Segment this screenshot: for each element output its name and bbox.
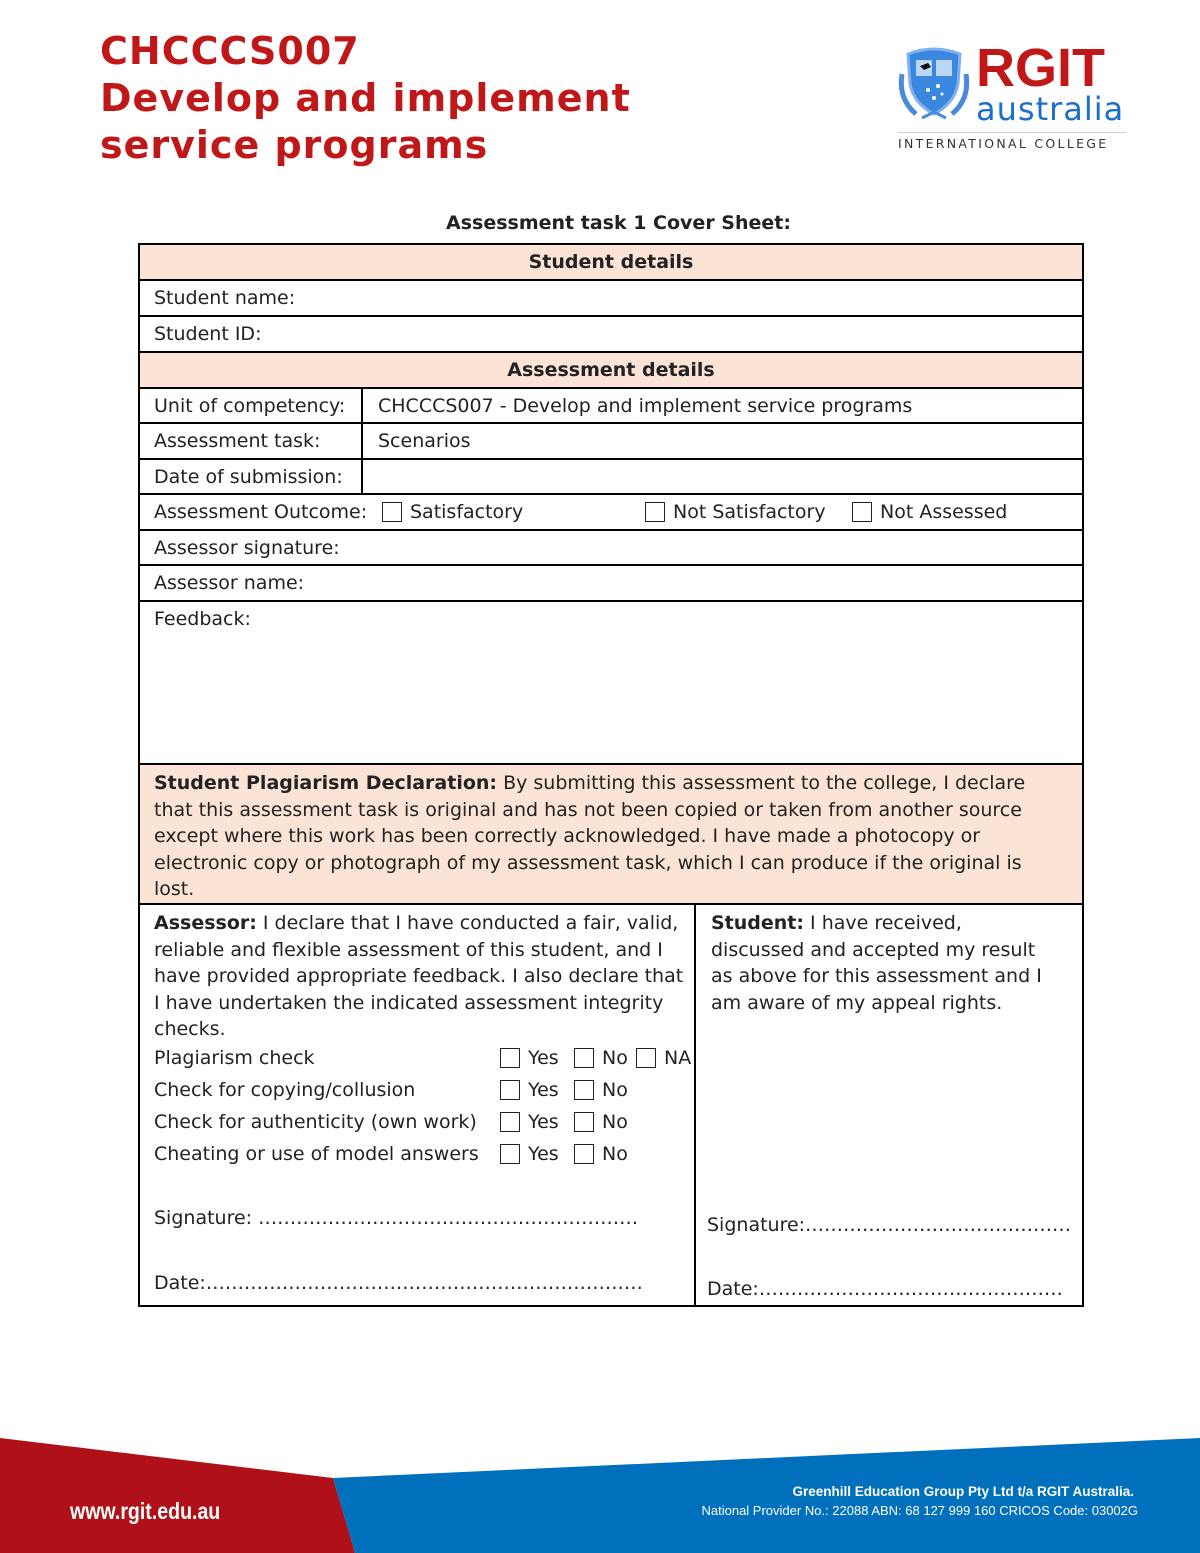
outcome-satisfactory[interactable] xyxy=(382,501,523,523)
student-id-label: Student ID: xyxy=(154,323,262,345)
student-declaration xyxy=(711,910,1061,1016)
assessor-text: I declare that I have conducted a fair, valid, reliable and flexible assessment of this student, and I have provided appropriate feedback. I also declare that I have undertaken the indicated assessment integrity checks. xyxy=(154,912,684,1040)
logo-sub: australia xyxy=(976,90,1125,128)
feedback-label: Feedback: xyxy=(154,608,251,630)
check-label: Cheating or use of model answers xyxy=(154,1143,479,1165)
assessor-signature-label: Assessor signature: xyxy=(154,536,340,559)
assessor-name-label: Assessor name: xyxy=(154,572,305,594)
student-heading: Student: xyxy=(711,912,804,934)
assessor-name-row[interactable] xyxy=(140,566,1082,602)
rgit-logo xyxy=(890,40,1125,155)
section-heading: Assessment details xyxy=(507,359,715,381)
column-divider xyxy=(694,905,696,1305)
checkbox[interactable] xyxy=(645,502,665,522)
unit-value-text: CHCCCS007 - Develop and implement service programs xyxy=(378,394,913,417)
option-label: Yes xyxy=(528,1079,559,1101)
plagiarism-declaration xyxy=(140,765,1082,905)
task-row xyxy=(140,424,1082,460)
date-row xyxy=(140,460,1082,495)
option-label: NA xyxy=(664,1047,692,1069)
student-signature-line[interactable]: Signature:…………………………………… xyxy=(707,1214,1072,1236)
unit-value xyxy=(361,389,1082,422)
assessment-details-header xyxy=(140,353,1082,389)
assessor-heading: Assessor: xyxy=(154,912,257,934)
checkbox[interactable] xyxy=(500,1048,520,1068)
student-details-header xyxy=(140,245,1082,281)
checkbox[interactable] xyxy=(500,1080,520,1100)
student-text: I have received, discussed and accepted my result as above for this assessment and I am aware of my appeal rights. xyxy=(711,912,1042,1014)
task-value xyxy=(361,424,1082,458)
na-option[interactable] xyxy=(636,1047,691,1069)
checkbox[interactable] xyxy=(852,502,872,522)
assessor-date-line[interactable]: Date:…………………………………………………………… xyxy=(154,1272,643,1294)
provider-details: National Provider No.: 22088 ABN: 68 127 999 160 CRICOS Code: 03002G xyxy=(701,1503,1138,1518)
option-label: No xyxy=(602,1079,628,1101)
checkbox[interactable] xyxy=(574,1048,594,1068)
assessor-signature-row[interactable] xyxy=(140,531,1082,566)
shield-icon xyxy=(894,44,974,124)
yes-option[interactable] xyxy=(500,1143,559,1165)
section-heading: Student details xyxy=(528,251,694,273)
task-label: Assessment task: xyxy=(154,430,321,452)
unit-label: Unit of competency: xyxy=(154,394,346,417)
student-name-label: Student name: xyxy=(154,287,296,309)
unit-title-line1: Develop and implement xyxy=(100,76,631,120)
student-name-row[interactable] xyxy=(140,281,1082,317)
option-label: Not Assessed xyxy=(880,501,1008,523)
logo-brand: RGIT xyxy=(976,38,1105,98)
student-date-line[interactable]: Date:………………………………………… xyxy=(707,1278,1063,1300)
feedback-row[interactable] xyxy=(140,602,1082,765)
no-option[interactable] xyxy=(574,1047,628,1069)
unit-code: CHCCCS007 xyxy=(100,29,360,73)
check-label: Plagiarism check xyxy=(154,1047,315,1069)
integrity-checks xyxy=(154,1047,694,1175)
checkbox[interactable] xyxy=(574,1112,594,1132)
outcome-not-satisfactory[interactable] xyxy=(645,501,826,523)
check-cheating xyxy=(154,1143,694,1175)
check-copying xyxy=(154,1079,694,1111)
no-option[interactable] xyxy=(574,1079,628,1101)
task-value-text: Scenarios xyxy=(378,430,471,452)
check-label: Check for copying/collusion xyxy=(154,1079,416,1101)
check-label: Check for authenticity (own work) xyxy=(154,1111,477,1133)
option-label: Yes xyxy=(528,1047,559,1069)
option-label: No xyxy=(602,1047,628,1069)
checkbox[interactable] xyxy=(500,1112,520,1132)
outcome-row xyxy=(140,495,1082,531)
cover-sheet-caption: Assessment task 1 Cover Sheet: xyxy=(446,212,791,234)
plagiarism-text: By submitting this assessment to the college, I declare that this assessment task is original and has not been copied or taken from another source except where this work has been correctly acknowledged. I have made a photocopy or electronic copy or photograph of my assessment task, which I can produce if the original is lost. xyxy=(154,772,1026,900)
check-plagiarism xyxy=(154,1047,694,1079)
check-authenticity xyxy=(154,1111,694,1143)
page-title xyxy=(100,28,631,169)
unit-row xyxy=(140,389,1082,424)
yes-option[interactable] xyxy=(500,1047,559,1069)
outcome-not-assessed[interactable] xyxy=(852,501,1007,523)
plagiarism-heading: Student Plagiarism Declaration: xyxy=(154,772,498,794)
assessor-declaration xyxy=(154,910,684,1043)
option-label: No xyxy=(602,1111,628,1133)
option-label: Not Satisfactory xyxy=(673,501,826,523)
company-name: Greenhill Education Group Pty Ltd t/a RGIT Australia. xyxy=(792,1484,1134,1499)
checkbox[interactable] xyxy=(500,1144,520,1164)
option-label: Yes xyxy=(528,1143,559,1165)
checkbox[interactable] xyxy=(574,1080,594,1100)
student-id-row[interactable] xyxy=(140,317,1082,353)
date-label: Date of submission: xyxy=(154,465,343,488)
cover-sheet-table xyxy=(138,243,1084,1307)
no-option[interactable] xyxy=(574,1143,628,1165)
option-label: No xyxy=(602,1143,628,1165)
checkbox[interactable] xyxy=(636,1048,656,1068)
yes-option[interactable] xyxy=(500,1111,559,1133)
checkbox[interactable] xyxy=(574,1144,594,1164)
outcome-label: Assessment Outcome: xyxy=(154,501,368,523)
logo-tagline: INTERNATIONAL COLLEGE xyxy=(898,132,1126,151)
date-field[interactable] xyxy=(361,460,1082,493)
website-link[interactable]: www.rgit.edu.au xyxy=(70,1498,221,1524)
no-option[interactable] xyxy=(574,1111,628,1133)
option-label: Satisfactory xyxy=(410,501,524,523)
checkbox[interactable] xyxy=(382,502,402,522)
footer xyxy=(0,1420,1200,1553)
option-label: Yes xyxy=(528,1111,559,1133)
unit-title-line2: service programs xyxy=(100,123,489,167)
assessor-signature-line[interactable]: Signature: …………………………………………………… xyxy=(154,1207,639,1229)
yes-option[interactable] xyxy=(500,1079,559,1101)
